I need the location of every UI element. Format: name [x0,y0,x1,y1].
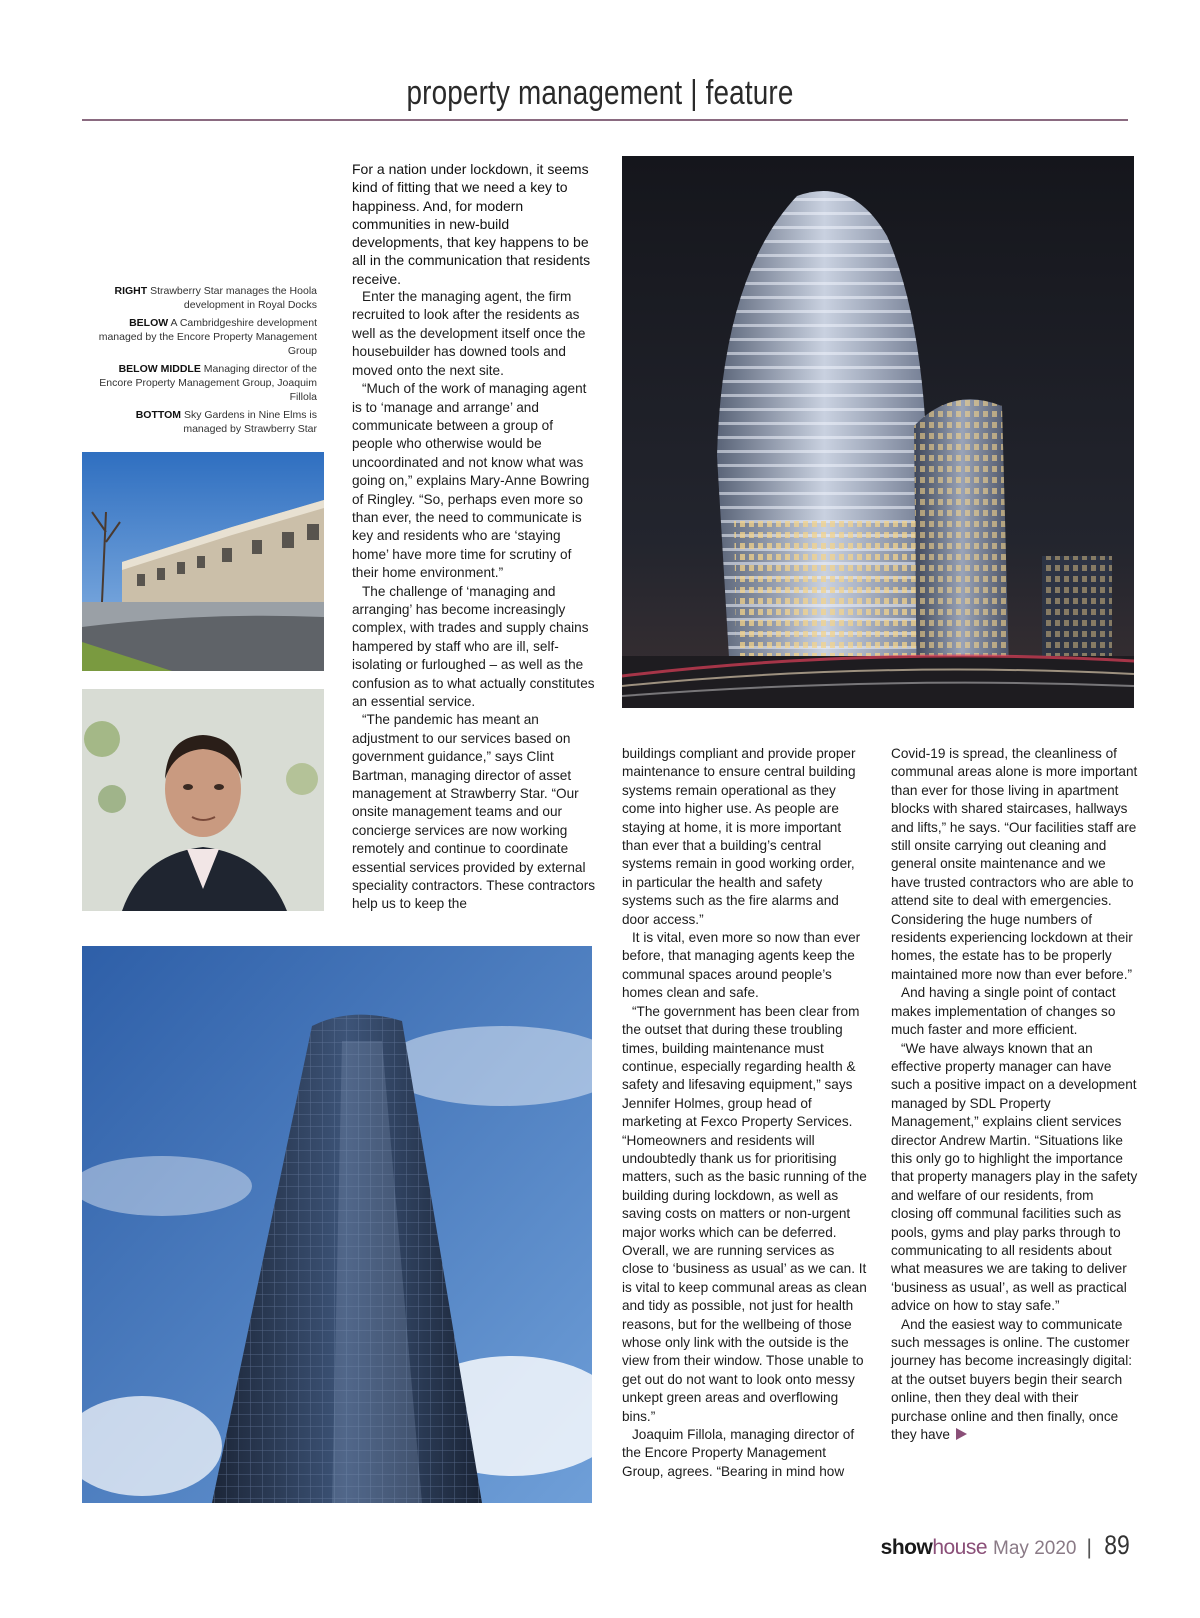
caption-label: BELOW [129,317,169,329]
article-paragraph: Covid-19 is spread, the cleanliness of communal areas alone is more important than ever for those living in apartment blocks with shared staircases, hallways and lifts,” he says. “Our facilities staff are still onsite carrying out cleaning and general onsite maintenance and we have trusted contractors who are able to attend site to deal with emergencies. Considering the huge numbers of residents experiencing lockdown at their homes, the estate has to be properly maintained more now than ever before.” [891,746,1138,982]
caption-text: A Cambridgeshire development managed by the Encore Property Management Group [98,317,317,357]
article-paragraph: Joaquim Fillola, managing director of the Encore Property Management Group, agrees. “Bearing in mind how [622,1427,855,1479]
header-rule [82,119,1128,121]
article-paragraph: “The government has been clear from the outset that during these troubling times, building maintenance must continue, especially regarding health & safety and lifesaving equipment,” says Jennifer Holmes, group head of marketing at Fexco Property Services. “Homeowners and residents will undoubtedly thank us for prioritising matters, such as the basic running of the building during lockdown, as well as saving costs on matters or non-urgent major works which can be deferred. Overall, we are running services as close to ‘business as usual’ as we can. It is vital to keep communal areas as clean and tidy as possible, not just for health reasons, but for the wellbeing of those whose only link with the outside is the view from their window. Those unable to get out do not want to look onto messy unkept green areas and overflowing bins.” [622,1003,867,1424]
article-column-1 [352,160,597,914]
caption-text: Managing director of the Encore Property Management Group, Joaquim Fillola [99,363,317,403]
article-paragraph: And having a single point of contact makes implementation of changes so much faster and more efficient. [891,985,1116,1038]
issue-date: May 2020 [993,1538,1077,1559]
article-paragraph: “Much of the work of managing agent is to ‘manage and arrange’ and communicate between a group of people who otherwise would be uncoordinated and not know what was going on,” explains Mary-Anne Bowring of Ringley. “So, perhaps even more so than ever, the need to communicate is key and residents who are ‘staying home’ have more time for scrutiny of their home environment.” [352,381,590,581]
article-paragraph: “We have always known that an effective property manager can have such a positive impact on a development managed by SDL Property Management,” explains client services director Andrew Martin. “Situations like this only go to highlight the importance that property managers play in the safety and welfare of our residents, from closing off communal facilities such as pools, gyms and play parks through to communicating to all residents about what measures we are taking to deliver ‘business as usual’, as well as practical advice on how to stay safe.” [891,1040,1138,1314]
caption-label: BELOW MIDDLE [118,363,201,375]
article-column-3 [891,745,1138,1444]
caption-text: Sky Gardens in Nine Elms is managed by Strawberry Star [183,409,317,435]
page-footer [881,1530,1132,1561]
article-paragraph-last [891,1316,1138,1445]
caption-text: Strawberry Star manages the Hoola development in Royal Docks [150,285,317,311]
caption-right [90,284,317,312]
article-paragraph-text: And the easiest way to communicate such messages is online. The customer journey has become increasingly digital: at the outset buyers begin their search online, then they deal with their purchase online and then finally, once they have [891,1316,1133,1443]
article-paragraph: Enter the managing agent, the firm recruited to look after the residents as well as the development itself once the housebuilder has downed tools and moved onto the next site. [352,289,586,378]
article-paragraph: It is vital, even more so now than ever before, that managing agents keep the communal spaces around people’s homes clean and safe. [622,930,861,1001]
photo-cambridgeshire-development [82,452,324,671]
caption-label: BOTTOM [135,409,182,421]
magazine-name-show: show [880,1536,933,1559]
article-paragraph: buildings compliant and provide proper maintenance to ensure central building systems remain operational as they come into higher use. As people are staying at home, it is more important than ever that a building’s central systems remain in good working order, in particular the health and safety systems such as the fire alarms and door access.” [622,746,856,927]
footer-separator: | [1086,1536,1092,1559]
page-header-title: property management | feature [406,74,794,112]
article-intro: For a nation under lockdown, it seems kind of fitting that we need a key to happiness. And, for modern communities in new-build developments, that key happens to be all in the communication that residents receive. [352,161,591,287]
caption-below [90,316,317,358]
continue-arrow-icon [956,1428,967,1440]
page-number: 89 [1104,1530,1130,1560]
caption-label: RIGHT [114,285,148,297]
photo-sky-gardens-tower [82,946,592,1503]
photo-hoola-towers-night [622,156,1134,708]
article-column-2 [622,745,868,1481]
article-paragraph: The challenge of ‘managing and arranging’ has become increasingly complex, with trades and supply chains hampered by staff who are ill, self-isolating or furloughed – as well as the confusion as to what actually constitutes an essential service. [352,583,595,710]
magazine-name-house: house [932,1536,988,1559]
caption-bottom [90,408,317,436]
article-paragraph: “The pandemic has meant an adjustment to our services based on government guidance,” says Clint Bartman, managing director of asset management at Strawberry Star. “Our onsite management teams and our concierge services are now working remotely and continue to coordinate essential services provided by external speciality contractors. These contractors help us to keep the [352,712,596,912]
photo-joaquim-fillola-portrait [82,689,324,911]
caption-below-middle [90,362,317,404]
photo-captions [90,284,317,440]
